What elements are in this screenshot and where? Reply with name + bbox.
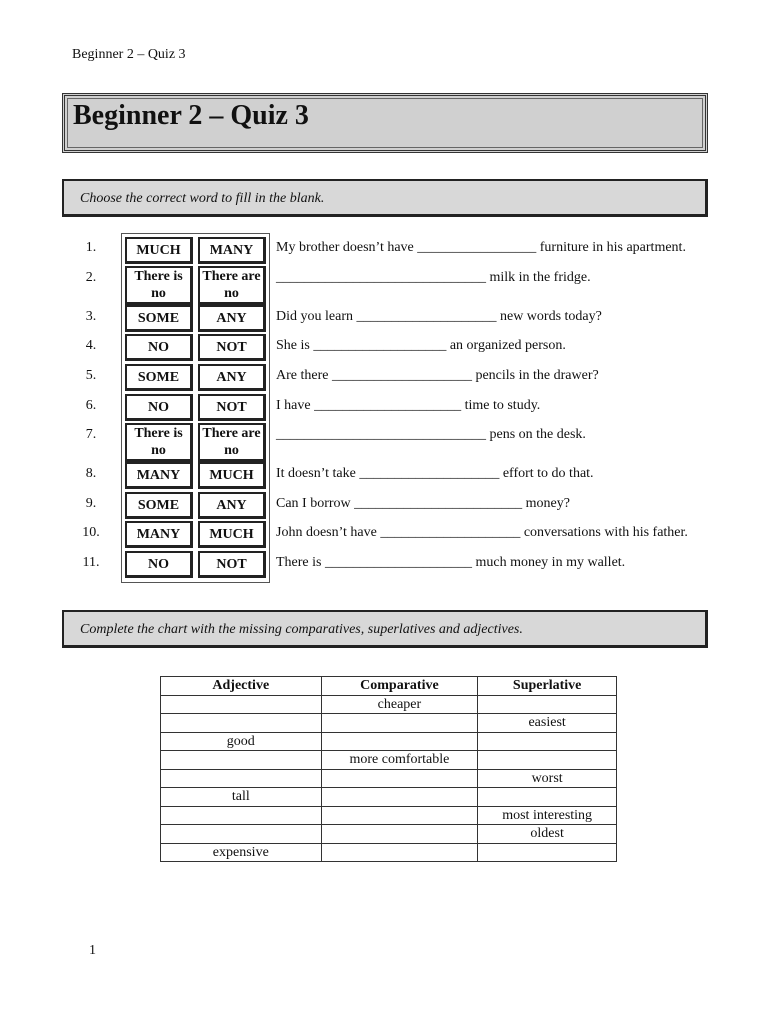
question-number: 11. xyxy=(82,555,100,570)
superlative-cell xyxy=(478,732,617,751)
option-a: There is no xyxy=(125,423,193,462)
question-sentence: She is ___________________ an organized person. xyxy=(276,338,566,353)
chart-header-row xyxy=(161,677,617,696)
option-b: ANY xyxy=(198,305,266,332)
option-a: SOME xyxy=(125,305,193,332)
question-number: 8. xyxy=(85,466,97,481)
option-b: MUCH xyxy=(198,462,266,489)
header-adjective: Adjective xyxy=(161,677,322,696)
option-a: There is no xyxy=(125,266,193,305)
page-number: 1 xyxy=(89,943,96,958)
header-comparative: Comparative xyxy=(321,677,478,696)
adjective-cell xyxy=(161,825,322,844)
table-row xyxy=(161,714,617,733)
superlative-cell xyxy=(478,843,617,862)
superlative-cell: easiest xyxy=(478,714,617,733)
question-sentence: Did you learn ____________________ new words today? xyxy=(276,309,602,324)
option-a: NO xyxy=(125,334,193,361)
option-a: MANY xyxy=(125,462,193,489)
question-sentence: I have _____________________ time to study. xyxy=(276,398,541,413)
comparative-cell xyxy=(321,806,478,825)
title-box xyxy=(62,93,708,153)
comparative-cell xyxy=(321,788,478,807)
table-row xyxy=(161,825,617,844)
question-sentence: ______________________________ pens on the desk. xyxy=(276,427,586,442)
question-sentence: My brother doesn’t have _________________ furniture in his apartment. xyxy=(276,240,686,255)
superlative-cell xyxy=(478,751,617,770)
option-a: NO xyxy=(125,551,193,578)
question-number: 5. xyxy=(85,368,97,383)
table-row xyxy=(161,769,617,788)
question-sentence: ______________________________ milk in the fridge. xyxy=(276,270,591,285)
comparatives-chart xyxy=(160,676,617,862)
option-a: NO xyxy=(125,394,193,421)
option-b: There are no xyxy=(198,266,266,305)
option-b: MANY xyxy=(198,237,266,264)
adjective-cell xyxy=(161,751,322,770)
option-a: MANY xyxy=(125,521,193,548)
question-number: 4. xyxy=(85,338,97,353)
question-sentence: John doesn’t have ____________________ conversations with his father. xyxy=(276,525,688,540)
comparative-cell xyxy=(321,714,478,733)
adjective-cell xyxy=(161,806,322,825)
adjective-cell xyxy=(161,695,322,714)
comparative-cell xyxy=(321,732,478,751)
comparative-cell xyxy=(321,769,478,788)
section1-instruction: Choose the correct word to fill in the blank. xyxy=(62,179,708,217)
page-title: Beginner 2 – Quiz 3 xyxy=(73,100,309,131)
superlative-cell xyxy=(478,695,617,714)
question-number: 9. xyxy=(85,496,97,511)
section2-instruction: Complete the chart with the missing comparatives, superlatives and adjectives. xyxy=(62,610,708,648)
option-b: ANY xyxy=(198,492,266,519)
table-row xyxy=(161,843,617,862)
comparative-cell: more comfortable xyxy=(321,751,478,770)
comparative-cell: cheaper xyxy=(321,695,478,714)
table-row xyxy=(161,806,617,825)
question-number: 6. xyxy=(85,398,97,413)
option-b: NOT xyxy=(198,334,266,361)
table-row xyxy=(161,695,617,714)
table-row xyxy=(161,788,617,807)
question-sentence: Are there ____________________ pencils in the drawer? xyxy=(276,368,599,383)
comparative-cell xyxy=(321,843,478,862)
question-sentence: Can I borrow ________________________ money? xyxy=(276,496,570,511)
question-sentence: It doesn’t take ____________________ effort to do that. xyxy=(276,466,594,481)
running-header: Beginner 2 – Quiz 3 xyxy=(72,47,186,62)
question-number: 10. xyxy=(82,525,100,540)
adjective-cell: tall xyxy=(161,788,322,807)
option-a: SOME xyxy=(125,364,193,391)
option-b: ANY xyxy=(198,364,266,391)
adjective-cell: good xyxy=(161,732,322,751)
table-row xyxy=(161,751,617,770)
comparative-cell xyxy=(321,825,478,844)
superlative-cell: worst xyxy=(478,769,617,788)
question-sentence: There is _____________________ much money in my wallet. xyxy=(276,555,626,570)
question-number: 3. xyxy=(85,309,97,324)
adjective-cell xyxy=(161,714,322,733)
question-number: 2. xyxy=(85,270,97,285)
option-b: There are no xyxy=(198,423,266,462)
table-row xyxy=(161,732,617,751)
superlative-cell: oldest xyxy=(478,825,617,844)
question-number: 1. xyxy=(85,240,97,255)
question-number: 7. xyxy=(85,427,97,442)
header-superlative: Superlative xyxy=(478,677,617,696)
adjective-cell: expensive xyxy=(161,843,322,862)
superlative-cell: most interesting xyxy=(478,806,617,825)
superlative-cell xyxy=(478,788,617,807)
adjective-cell xyxy=(161,769,322,788)
option-b: NOT xyxy=(198,551,266,578)
option-b: MUCH xyxy=(198,521,266,548)
option-b: NOT xyxy=(198,394,266,421)
option-a: MUCH xyxy=(125,237,193,264)
option-a: SOME xyxy=(125,492,193,519)
